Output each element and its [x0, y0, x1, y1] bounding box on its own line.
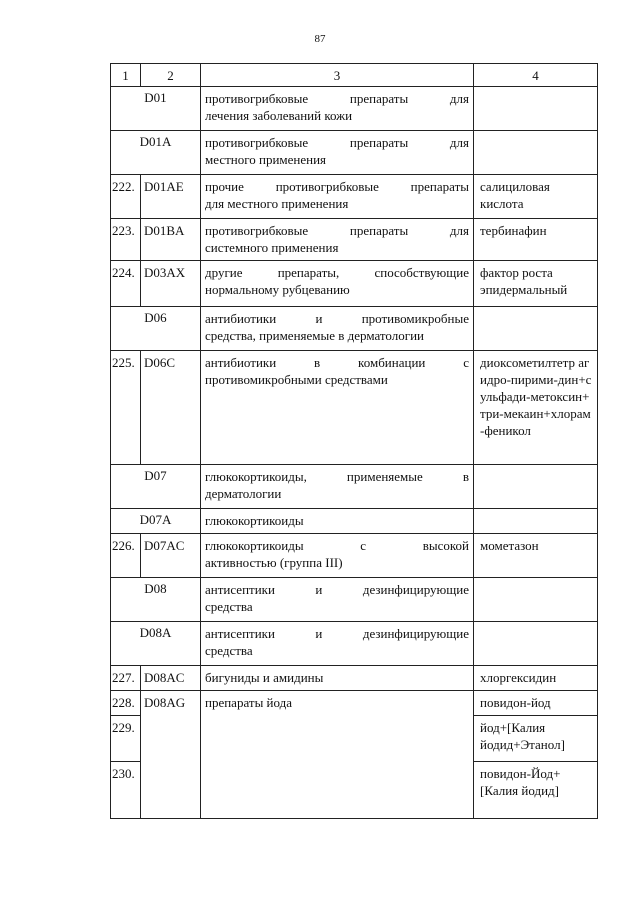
drug-classification-table — [110, 63, 598, 819]
atc-name: глюкокортикоиды, применяемые в дерматологии — [201, 465, 474, 509]
table-row — [111, 622, 598, 666]
row-number: 225. — [111, 351, 141, 465]
drug-name — [474, 465, 598, 509]
table-row — [111, 307, 598, 351]
atc-name: другие препараты, способствующие нормальному рубцеванию — [201, 261, 474, 307]
drug-name: мометазон — [474, 534, 598, 578]
group-code: D07A — [111, 509, 201, 534]
table-row — [111, 261, 598, 307]
table-row — [111, 175, 598, 219]
column-header-3: 3 — [201, 64, 474, 87]
page-number: 87 — [314, 33, 326, 45]
row-number: 224. — [111, 261, 141, 307]
table-row — [111, 87, 598, 131]
atc-code: D06C — [141, 351, 201, 465]
atc-name: антибиотики и противомикробные средства, применяемые в дерматологии — [201, 307, 474, 351]
atc-code: D08AG — [141, 691, 201, 819]
group-code: D08 — [111, 578, 201, 622]
atc-name: глюкокортикоиды с высокой активностью (группа III) — [201, 534, 474, 578]
atc-name: противогрибковые препараты для лечения заболеваний кожи — [201, 87, 474, 131]
group-code: D06 — [111, 307, 201, 351]
atc-code: D01BA — [141, 219, 201, 261]
drug-name: повидон-йод — [474, 691, 598, 716]
drug-name: йод+[Калия йодид+Этанол] — [474, 716, 598, 762]
atc-code: D03AX — [141, 261, 201, 307]
atc-name: прочие противогрибковые препараты для местного применения — [201, 175, 474, 219]
row-number: 229. — [111, 716, 141, 762]
atc-name: противогрибковые препараты для местного применения — [201, 131, 474, 175]
atc-name: глюкокортикоиды — [201, 509, 474, 534]
drug-name: диоксометилтетр агидро-пирими-дин+сульфади-метоксин+три-мекаин+хлорам-феникол — [474, 351, 598, 465]
atc-name: антибиотики в комбинации с противомикробными средствами — [201, 351, 474, 465]
drug-name: тербинафин — [474, 219, 598, 261]
table-row — [111, 351, 598, 465]
row-number: 227. — [111, 666, 141, 691]
atc-name: антисептики и дезинфицирующие средства — [201, 578, 474, 622]
row-number: 223. — [111, 219, 141, 261]
drug-name — [474, 87, 598, 131]
drug-name — [474, 307, 598, 351]
row-number: 228. — [111, 691, 141, 716]
table-row — [111, 666, 598, 691]
group-code: D01 — [111, 87, 201, 131]
atc-name: препараты йода — [201, 691, 474, 819]
table-row — [111, 509, 598, 534]
drug-name — [474, 578, 598, 622]
atc-code: D08AC — [141, 666, 201, 691]
table-row — [111, 219, 598, 261]
drug-name: хлоргексидин — [474, 666, 598, 691]
drug-name: салициловая кислота — [474, 175, 598, 219]
drug-name — [474, 131, 598, 175]
row-number: 222. — [111, 175, 141, 219]
table-row — [111, 578, 598, 622]
drug-name — [474, 509, 598, 534]
table-row — [111, 691, 598, 716]
row-number: 226. — [111, 534, 141, 578]
table-row — [111, 131, 598, 175]
column-header-1: 1 — [111, 64, 141, 87]
drug-name: фактор роста эпидермальный — [474, 261, 598, 307]
atc-name: антисептики и дезинфицирующие средства — [201, 622, 474, 666]
group-code: D08A — [111, 622, 201, 666]
table-header-row — [111, 64, 598, 87]
table-row — [111, 465, 598, 509]
atc-name: противогрибковые препараты для системного применения — [201, 219, 474, 261]
drug-name: повидон-Йод+[Калия йодид] — [474, 762, 598, 819]
table-row — [111, 534, 598, 578]
group-code: D07 — [111, 465, 201, 509]
drug-name — [474, 622, 598, 666]
atc-code: D07AC — [141, 534, 201, 578]
row-number: 230. — [111, 762, 141, 819]
column-header-2: 2 — [141, 64, 201, 87]
atc-code: D01AE — [141, 175, 201, 219]
group-code: D01A — [111, 131, 201, 175]
column-header-4: 4 — [474, 64, 598, 87]
atc-name: бигуниды и амидины — [201, 666, 474, 691]
